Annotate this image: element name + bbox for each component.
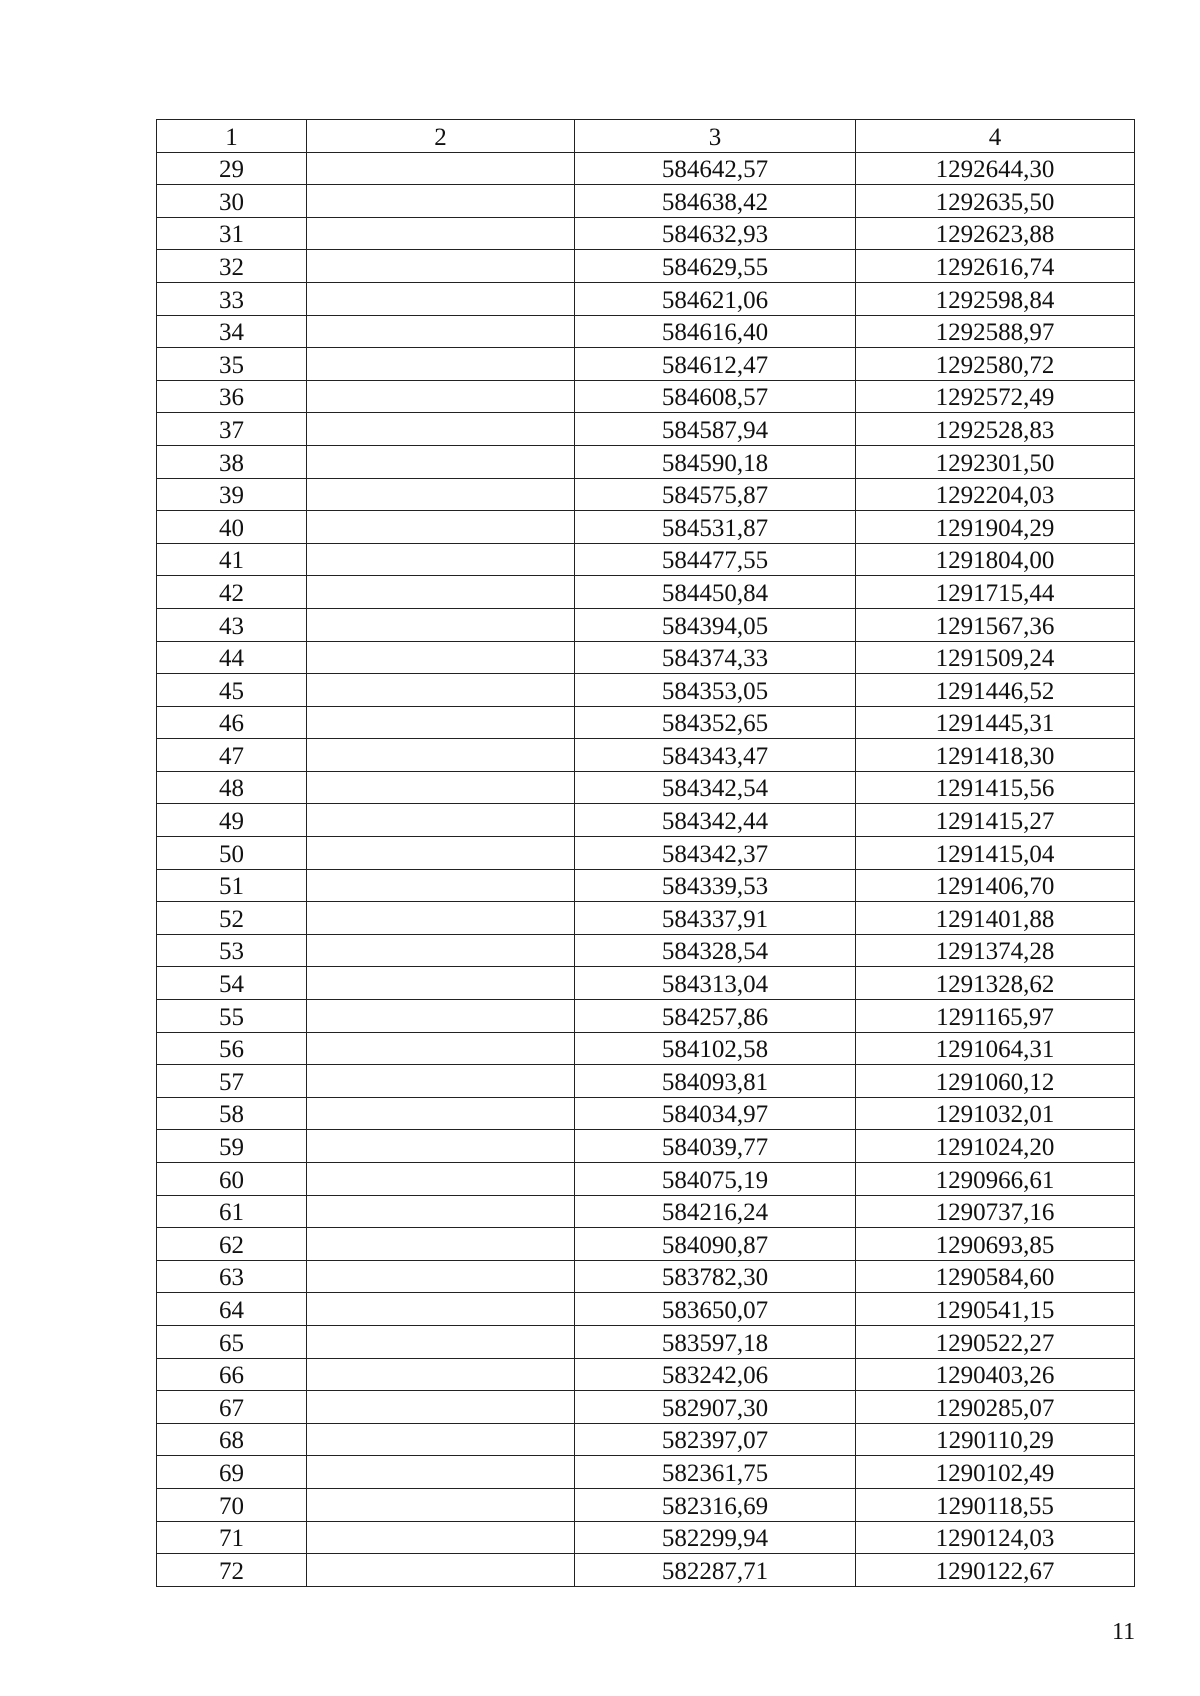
description-cell [307,1163,575,1196]
x-coordinate-cell: 582287,71 [575,1554,856,1587]
x-coordinate-cell: 584629,55 [575,250,856,283]
point-number-cell: 30 [157,185,307,218]
table-row [157,413,1135,446]
table-row [157,1032,1135,1065]
x-coordinate-cell: 584575,87 [575,478,856,511]
description-cell [307,771,575,804]
point-number-cell: 47 [157,739,307,772]
x-coordinate-cell: 584374,33 [575,641,856,674]
description-cell [307,1228,575,1261]
point-number-cell: 48 [157,771,307,804]
y-coordinate-cell: 1292623,88 [856,217,1135,250]
point-number-cell: 56 [157,1032,307,1065]
y-coordinate-cell: 1291406,70 [856,869,1135,902]
x-coordinate-cell: 584090,87 [575,1228,856,1261]
y-coordinate-cell: 1290966,61 [856,1163,1135,1196]
point-number-cell: 33 [157,282,307,315]
y-coordinate-cell: 1290110,29 [856,1423,1135,1456]
x-coordinate-cell: 583782,30 [575,1260,856,1293]
description-cell [307,1554,575,1587]
table-row [157,739,1135,772]
y-coordinate-cell: 1291415,27 [856,804,1135,837]
table-row [157,902,1135,935]
table-row [157,1456,1135,1489]
y-coordinate-cell: 1291374,28 [856,934,1135,967]
description-cell [307,185,575,218]
description-cell [307,445,575,478]
description-cell [307,1032,575,1065]
x-coordinate-cell: 584034,97 [575,1097,856,1130]
y-coordinate-cell: 1291509,24 [856,641,1135,674]
description-cell [307,967,575,1000]
y-coordinate-cell: 1292572,49 [856,380,1135,413]
x-coordinate-cell: 584394,05 [575,608,856,641]
point-number-cell: 64 [157,1293,307,1326]
point-number-cell: 53 [157,934,307,967]
description-cell [307,1260,575,1293]
table-row [157,1228,1135,1261]
table-row [157,1097,1135,1130]
x-coordinate-cell: 584642,57 [575,152,856,185]
point-number-cell: 51 [157,869,307,902]
table-row [157,1293,1135,1326]
table-row [157,576,1135,609]
table-row [157,1260,1135,1293]
point-number-cell: 31 [157,217,307,250]
table-row [157,478,1135,511]
table-row [157,152,1135,185]
table-row [157,1130,1135,1163]
x-coordinate-cell: 584339,53 [575,869,856,902]
x-coordinate-cell: 584590,18 [575,445,856,478]
point-number-cell: 72 [157,1554,307,1587]
x-coordinate-cell: 583242,06 [575,1358,856,1391]
y-coordinate-cell: 1292635,50 [856,185,1135,218]
x-coordinate-cell: 583650,07 [575,1293,856,1326]
y-coordinate-cell: 1292644,30 [856,152,1135,185]
table-row [157,641,1135,674]
point-number-cell: 67 [157,1391,307,1424]
table-row [157,674,1135,707]
description-cell [307,1000,575,1033]
description-cell [307,1293,575,1326]
table-row [157,804,1135,837]
table-row [157,608,1135,641]
description-cell [307,1130,575,1163]
table-row [157,1554,1135,1587]
x-coordinate-cell: 584039,77 [575,1130,856,1163]
y-coordinate-cell: 1290541,15 [856,1293,1135,1326]
point-number-cell: 37 [157,413,307,446]
point-number-cell: 42 [157,576,307,609]
y-coordinate-cell: 1290285,07 [856,1391,1135,1424]
point-number-cell: 44 [157,641,307,674]
x-coordinate-cell: 582299,94 [575,1521,856,1554]
table-row [157,1488,1135,1521]
table-row [157,543,1135,576]
y-coordinate-cell: 1291064,31 [856,1032,1135,1065]
description-cell [307,1065,575,1098]
point-number-cell: 69 [157,1456,307,1489]
description-cell [307,934,575,967]
point-number-cell: 40 [157,511,307,544]
y-coordinate-cell: 1290124,03 [856,1521,1135,1554]
description-cell [307,282,575,315]
header-cell-2: 2 [307,120,575,153]
description-cell [307,478,575,511]
table-row [157,1000,1135,1033]
y-coordinate-cell: 1290693,85 [856,1228,1135,1261]
y-coordinate-cell: 1290584,60 [856,1260,1135,1293]
point-number-cell: 59 [157,1130,307,1163]
point-number-cell: 61 [157,1195,307,1228]
y-coordinate-cell: 1291401,88 [856,902,1135,935]
description-cell [307,869,575,902]
table-row [157,282,1135,315]
y-coordinate-cell: 1290118,55 [856,1488,1135,1521]
table-row [157,348,1135,381]
y-coordinate-cell: 1292588,97 [856,315,1135,348]
table-row [157,869,1135,902]
y-coordinate-cell: 1291715,44 [856,576,1135,609]
y-coordinate-cell: 1290102,49 [856,1456,1135,1489]
table-row [157,1423,1135,1456]
y-coordinate-cell: 1292528,83 [856,413,1135,446]
y-coordinate-cell: 1291032,01 [856,1097,1135,1130]
y-coordinate-cell: 1290522,27 [856,1325,1135,1358]
description-cell [307,902,575,935]
x-coordinate-cell: 584342,54 [575,771,856,804]
x-coordinate-cell: 584450,84 [575,576,856,609]
table-row [157,837,1135,870]
point-number-cell: 71 [157,1521,307,1554]
y-coordinate-cell: 1290403,26 [856,1358,1135,1391]
description-cell [307,1488,575,1521]
y-coordinate-cell: 1291567,36 [856,608,1135,641]
point-number-cell: 35 [157,348,307,381]
y-coordinate-cell: 1291415,56 [856,771,1135,804]
point-number-cell: 43 [157,608,307,641]
description-cell [307,511,575,544]
x-coordinate-cell: 584075,19 [575,1163,856,1196]
description-cell [307,543,575,576]
table-row [157,1358,1135,1391]
point-number-cell: 62 [157,1228,307,1261]
table-row [157,1325,1135,1358]
point-number-cell: 49 [157,804,307,837]
description-cell [307,1521,575,1554]
y-coordinate-cell: 1291904,29 [856,511,1135,544]
description-cell [307,1423,575,1456]
point-number-cell: 36 [157,380,307,413]
table-row [157,1195,1135,1228]
table-row [157,380,1135,413]
description-cell [307,348,575,381]
point-number-cell: 55 [157,1000,307,1033]
point-number-cell: 65 [157,1325,307,1358]
y-coordinate-cell: 1291418,30 [856,739,1135,772]
x-coordinate-cell: 584587,94 [575,413,856,446]
x-coordinate-cell: 584632,93 [575,217,856,250]
x-coordinate-cell: 584531,87 [575,511,856,544]
description-cell [307,315,575,348]
x-coordinate-cell: 584216,24 [575,1195,856,1228]
description-cell [307,706,575,739]
table-row [157,445,1135,478]
description-cell [307,739,575,772]
description-cell [307,413,575,446]
coordinates-table [156,119,1135,1587]
x-coordinate-cell: 584328,54 [575,934,856,967]
description-cell [307,1456,575,1489]
point-number-cell: 57 [157,1065,307,1098]
x-coordinate-cell: 584093,81 [575,1065,856,1098]
description-cell [307,217,575,250]
table-row [157,1391,1135,1424]
description-cell [307,152,575,185]
point-number-cell: 46 [157,706,307,739]
point-number-cell: 66 [157,1358,307,1391]
y-coordinate-cell: 1292580,72 [856,348,1135,381]
page-number: 11 [1112,1619,1136,1645]
description-cell [307,1358,575,1391]
y-coordinate-cell: 1291024,20 [856,1130,1135,1163]
description-cell [307,1097,575,1130]
x-coordinate-cell: 584477,55 [575,543,856,576]
description-cell [307,250,575,283]
y-coordinate-cell: 1291446,52 [856,674,1135,707]
x-coordinate-cell: 584612,47 [575,348,856,381]
description-cell [307,608,575,641]
table-row [157,250,1135,283]
table-body [157,120,1135,1587]
y-coordinate-cell: 1291804,00 [856,543,1135,576]
point-number-cell: 54 [157,967,307,1000]
description-cell [307,804,575,837]
x-coordinate-cell: 584337,91 [575,902,856,935]
point-number-cell: 70 [157,1488,307,1521]
x-coordinate-cell: 584638,42 [575,185,856,218]
y-coordinate-cell: 1290737,16 [856,1195,1135,1228]
y-coordinate-cell: 1291415,04 [856,837,1135,870]
y-coordinate-cell: 1291165,97 [856,1000,1135,1033]
y-coordinate-cell: 1292616,74 [856,250,1135,283]
table-row [157,217,1135,250]
x-coordinate-cell: 584342,44 [575,804,856,837]
description-cell [307,1195,575,1228]
description-cell [307,1391,575,1424]
y-coordinate-cell: 1291060,12 [856,1065,1135,1098]
point-number-cell: 63 [157,1260,307,1293]
x-coordinate-cell: 582397,07 [575,1423,856,1456]
x-coordinate-cell: 582361,75 [575,1456,856,1489]
table-row [157,706,1135,739]
x-coordinate-cell: 584313,04 [575,967,856,1000]
point-number-cell: 38 [157,445,307,478]
x-coordinate-cell: 584608,57 [575,380,856,413]
table-row [157,1521,1135,1554]
table-row [157,771,1135,804]
description-cell [307,1325,575,1358]
point-number-cell: 52 [157,902,307,935]
header-cell-3: 3 [575,120,856,153]
table-row [157,967,1135,1000]
x-coordinate-cell: 584352,65 [575,706,856,739]
x-coordinate-cell: 584616,40 [575,315,856,348]
table-row [157,511,1135,544]
header-cell-1: 1 [157,120,307,153]
point-number-cell: 34 [157,315,307,348]
x-coordinate-cell: 582316,69 [575,1488,856,1521]
table-row [157,934,1135,967]
header-cell-4: 4 [856,120,1135,153]
table-row [157,1163,1135,1196]
description-cell [307,837,575,870]
x-coordinate-cell: 584102,58 [575,1032,856,1065]
description-cell [307,380,575,413]
description-cell [307,576,575,609]
point-number-cell: 41 [157,543,307,576]
x-coordinate-cell: 582907,30 [575,1391,856,1424]
x-coordinate-cell: 584621,06 [575,282,856,315]
point-number-cell: 68 [157,1423,307,1456]
point-number-cell: 29 [157,152,307,185]
description-cell [307,641,575,674]
table-row [157,1065,1135,1098]
y-coordinate-cell: 1292598,84 [856,282,1135,315]
point-number-cell: 60 [157,1163,307,1196]
x-coordinate-cell: 584342,37 [575,837,856,870]
description-cell [307,674,575,707]
y-coordinate-cell: 1290122,67 [856,1554,1135,1587]
table-row [157,185,1135,218]
x-coordinate-cell: 584353,05 [575,674,856,707]
x-coordinate-cell: 584343,47 [575,739,856,772]
y-coordinate-cell: 1291445,31 [856,706,1135,739]
x-coordinate-cell: 583597,18 [575,1325,856,1358]
y-coordinate-cell: 1292301,50 [856,445,1135,478]
point-number-cell: 45 [157,674,307,707]
point-number-cell: 32 [157,250,307,283]
y-coordinate-cell: 1291328,62 [856,967,1135,1000]
y-coordinate-cell: 1292204,03 [856,478,1135,511]
point-number-cell: 39 [157,478,307,511]
table-header-row [157,120,1135,153]
table-row [157,315,1135,348]
point-number-cell: 50 [157,837,307,870]
x-coordinate-cell: 584257,86 [575,1000,856,1033]
point-number-cell: 58 [157,1097,307,1130]
